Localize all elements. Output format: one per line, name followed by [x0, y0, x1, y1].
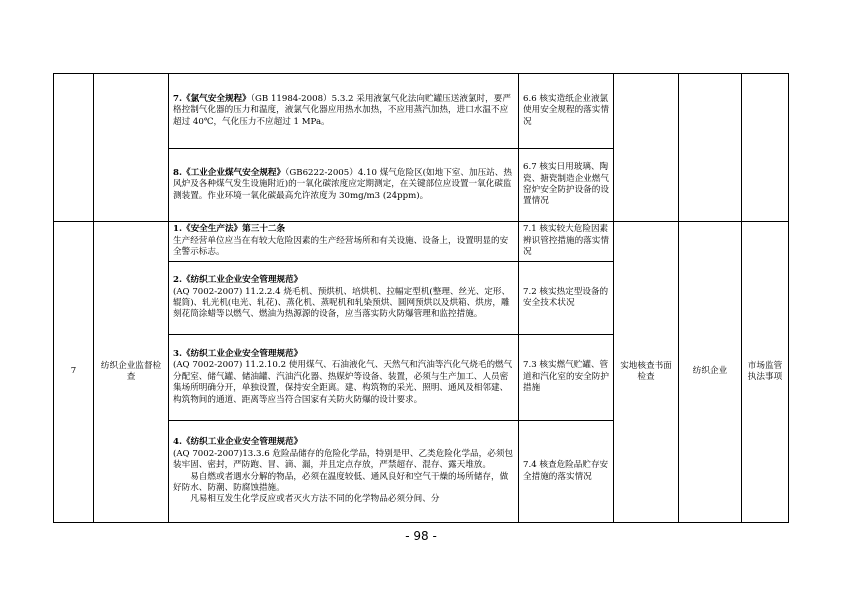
item-cell: 纺织企业监督检查: [94, 222, 169, 523]
basis-cell: [169, 74, 519, 149]
basis-title: 8.《工业企业煤气安全规程》: [173, 167, 286, 178]
index-cell-blank: [54, 74, 94, 222]
index-cell: 7: [54, 222, 94, 523]
method-cell-blank: [614, 74, 679, 222]
basis-cell: [169, 421, 519, 523]
basis-cell: [169, 149, 519, 222]
method-cell: 实地核查书面检查: [614, 222, 679, 523]
basis-text: (AQ 7002-2007) 11.2.10.2 使用煤气、石油液化气、天然气和汽油等汽化气烧毛的燃气分配室、储气罐、储油罐、汽油汽化器、热媒炉等设备、装置，必须与生产加工、人员密集场所明确分开，单独设置，保持安全距离。建、构筑物的采光、照明、通风及相邻建、构筑物间的通道、距离等应当符合国家有关防火防爆的设计要求。: [173, 360, 513, 405]
basis-text: 生产经营单位应当在有较大危险因素的生产经营场所和有关设施、设备上，设置明显的安全警示标志。: [173, 235, 509, 258]
table-row: [54, 74, 789, 149]
page-number: - 98 -: [405, 529, 437, 543]
inspection-table: [53, 73, 789, 523]
check-cell: 6.7 核实日用玻璃、陶瓷、搪瓷制造企业燃气窑炉安全防护设备的设置情况: [519, 149, 614, 222]
check-cell: 7.2 核实热定型设备的安全技术状况: [519, 262, 614, 335]
category-cell-blank: [742, 74, 789, 222]
basis-title: 2.《纺织工业企业安全管理规范》: [173, 275, 303, 286]
category-cell: 市场监管执法事项: [742, 222, 789, 523]
item-cell-blank: [94, 74, 169, 222]
basis-title: 7.《氯气安全规程》: [173, 93, 251, 104]
basis-text-paragraph: 易自燃或者遇水分解的物品，必须在温度较低、通风良好和空气干燥的场所储存，做好防水、防潮、防腐蚀措施。: [173, 471, 509, 493]
basis-cell: [169, 262, 519, 335]
basis-title: 1.《安全生产法》第三十二条: [173, 224, 286, 235]
basis-cell: [169, 335, 519, 421]
basis-title: 3.《纺织工业企业安全管理规范》: [173, 349, 303, 360]
basis-title: 4.《纺织工业企业安全管理规范》: [173, 437, 303, 448]
object-cell-blank: [679, 74, 742, 222]
object-cell: 纺织企业: [679, 222, 742, 523]
table-row: [54, 222, 789, 262]
basis-text: (AQ 7002-2007)13.3.6 危险品储存的危险化学品，特别是甲、乙类危险化学品，必须包装牢固、密封，严防跑、冒、滴、漏，并且定点存放，严禁超存、混存、露天堆放。: [173, 448, 514, 471]
basis-text: （GB6222-2005）4.10 煤气危险区(如地下室、加压站、热风炉及各种煤气发生设施附近)的一氧化碳浓度应定期测定，在关键部位应设置一氧化碳监测装置。作业环境一氧化碳最高允许浓度为 30mg/m3 (24ppm)。: [173, 167, 512, 201]
check-cell: 7.4 核查危险品贮存安全措施的落实情况: [519, 421, 614, 523]
basis-text: (AQ 7002-2007) 11.2.2.4 烧毛机、预烘机、培烘机、拉幅定型机(整理、丝光、定形、辊筒)、轧光机(电光、轧花)、蒸化机、蒸呢机和轧染预烘、圆网预烘以及烘箱、烘房，雕刻花筒涂蜡等以燃气、燃油为热源源的设备，应当落实防火防爆管理和监控措施。: [173, 286, 511, 320]
check-cell: 7.1 核实较大危险因素辨识管控措施的落实情况: [519, 222, 614, 262]
basis-text-paragraph: 凡易相互发生化学反应或者灭火方法不同的化学物品必须分间、分: [190, 494, 440, 505]
basis-cell: [169, 222, 519, 262]
basis-text: （GB 11984-2008）5.3.2 采用液氯气化法向贮罐压送液氯时，要严格控制气化器的压力和温度，液氯气化器应用热水加热，不应用蒸汽加热，进口水温不应超过 40℃，气化压力不应超过 1 MPa。: [173, 93, 511, 127]
check-cell: 6.6 核实造纸企业液氯使用安全规程的落实情况: [519, 74, 614, 149]
check-cell: 7.3 核实燃气贮罐、管道和汽化室的安全防护措施: [519, 335, 614, 421]
